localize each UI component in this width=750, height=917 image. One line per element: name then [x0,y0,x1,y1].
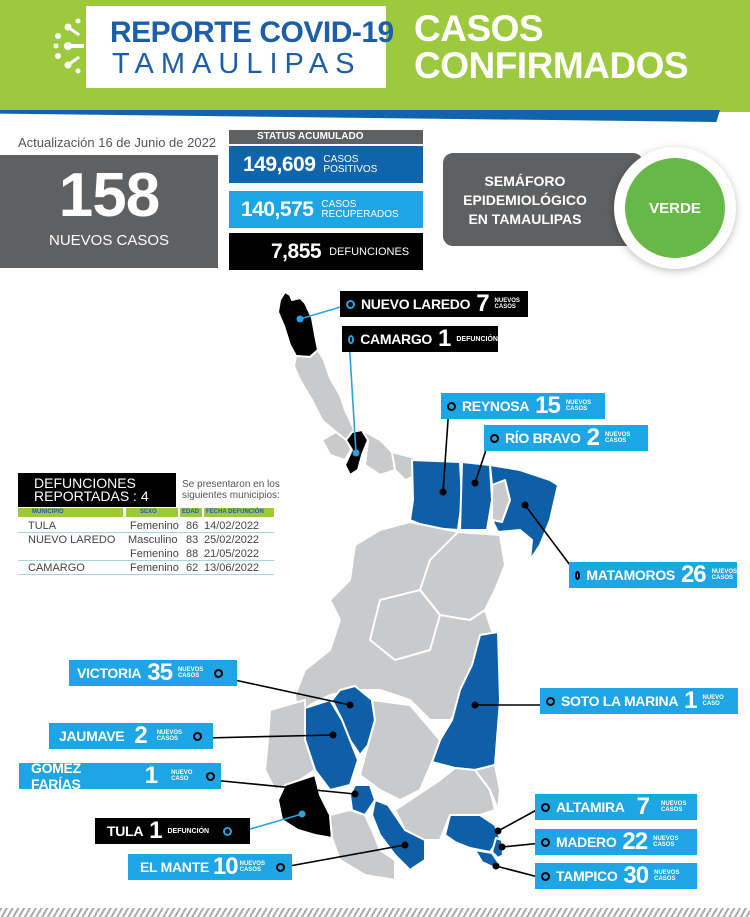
section-title-line1: CASOS [414,8,544,49]
table-row: Femenino 88 21/05/2022 [18,547,274,561]
status-positivos [229,146,423,183]
table-row: NUEVO LAREDO Masculino 83 25/02/2022 [28,534,260,546]
callout-sublabel: NUEVOS CASOS [565,400,592,412]
pin-icon [346,300,355,309]
section-title-line2: CONFIRMADOS [414,45,689,86]
status-defunciones [229,233,423,270]
map-altamira [445,815,500,852]
table-row: CAMARGO Femenino 62 13/06/2022 [18,561,274,575]
callout-sublabel: NUEVOS CASOS [177,667,204,679]
pin-icon [348,335,354,344]
pin-icon [541,838,550,847]
new-cases-label: NUEVOS CASOS [48,232,170,249]
deaths-note: Se presentaron en los siguientes municipios: [182,479,280,501]
callout-nuevo-laredo: NUEVO LAREDO 7 NUEVOS CASOS [340,291,528,317]
pin-icon [276,863,285,872]
pin-icon [206,772,215,781]
col-fecha: FECHA DEFUNCIÓN [204,508,274,517]
col-municipio: MUNICIPIO [18,508,123,517]
callout-altamira: ALTAMIRA 7 NUEVOS CASOS [535,794,697,820]
status-recuperados [229,191,423,228]
callout-el-mante: EL MANTE 10 NUEVOS CASOS [128,854,292,880]
positivos-label: CASOS POSITIVOS [323,153,378,175]
pin-icon [214,669,223,678]
callout-camargo: CAMARGO 1 DEFUNCIÓN [342,326,498,352]
callout-sublabel: NUEVOS CASOS [660,801,687,813]
semaforo-label: SEMÁFORO EPIDEMIOLÓGICO EN TAMAULIPAS [463,173,587,227]
pin-icon [193,732,202,741]
callout-sublabel: NUEVOS CASOS [156,730,183,742]
defunciones-value: 7,855 [271,239,322,263]
semaforo-status-badge: VERDE [625,158,725,258]
report-subtitle: TAMAULIPAS [112,48,362,80]
recuperados-value: 140,575 [241,197,314,221]
defunciones-label: DEFUNCIONES [329,245,410,258]
callout-sublabel: NUEVOS CASOS [711,569,737,581]
pin-icon [546,697,555,706]
callout-reynosa: REYNOSA 15 NUEVOS CASOS [441,393,605,419]
callout-sublabel: NUEVOS CASOS [239,861,265,873]
callout-tula: TULA 1 DEFUNCIÓN [95,818,250,844]
deaths-table [18,519,274,575]
pin-icon [490,434,499,443]
map-diaz-ordaz [362,430,395,475]
table-row: TULA Femenino 86 14/02/2022 [18,519,274,533]
map-rio-bravo [460,462,492,530]
deaths-title: DEFUNCIONES REPORTADAS : 4 [18,473,176,507]
callout-victoria: VICTORIA 35 NUEVOS CASOS [69,660,237,686]
callout-sublabel: NUEVOS CASOS [653,836,679,848]
new-cases-count: 158 [58,161,160,230]
report-title: REPORTE COVID-19 [110,16,394,49]
callout-gomez-farias: GÓMEZ FARÍAS 1 NUEVO CASO [19,763,221,789]
status-title: STATUS ACUMULADO [229,130,423,144]
callout-sublabel: NUEVO CASO [702,695,724,707]
update-date: Actualización 16 de Junio de 2022 [18,135,217,150]
callout-rio-bravo: RÍO BRAVO 2 NUEVOS CASOS [484,425,648,451]
pin-icon [223,827,232,836]
callout-matamoros: MATAMOROS 26 NUEVOS CASOS [569,562,737,588]
header-blue-stripe [0,110,720,122]
map-north-strip [294,350,356,440]
positivos-value: 149,609 [243,152,316,176]
callout-madero: MADERO 22 NUEVOS CASOS [535,829,697,855]
callout-soto-la-marina: SOTO LA MARINA 1 NUEVO CASO [540,688,738,714]
map-cruillas [370,590,440,660]
col-sexo: SEXO [126,508,178,517]
map-tula [278,775,332,838]
map-reynosa [410,460,462,530]
col-edad: EDAD [180,508,202,517]
section-title [414,10,688,84]
footer-stripe [0,908,750,917]
callout-sublabel: NUEVOS CASOS [494,298,520,310]
pin-icon [575,571,580,580]
callout-sublabel: NUEVOS CASOS [604,432,631,444]
callout-sublabel: NUEVOS CASOS [654,870,680,882]
callout-sublabel: NUEVO CASO [171,770,193,782]
pin-icon [541,872,550,881]
callout-tampico: TAMPICO 30 NUEVOS CASOS [535,863,697,889]
pin-icon [447,402,456,411]
deaths-table-header [18,508,274,517]
pin-icon [541,803,550,812]
recuperados-label: CASOS RECUPERADOS [321,198,399,220]
map-nuevo-laredo [278,292,318,357]
callout-jaumave: JAUMAVE 2 NUEVOS CASOS [49,723,213,749]
